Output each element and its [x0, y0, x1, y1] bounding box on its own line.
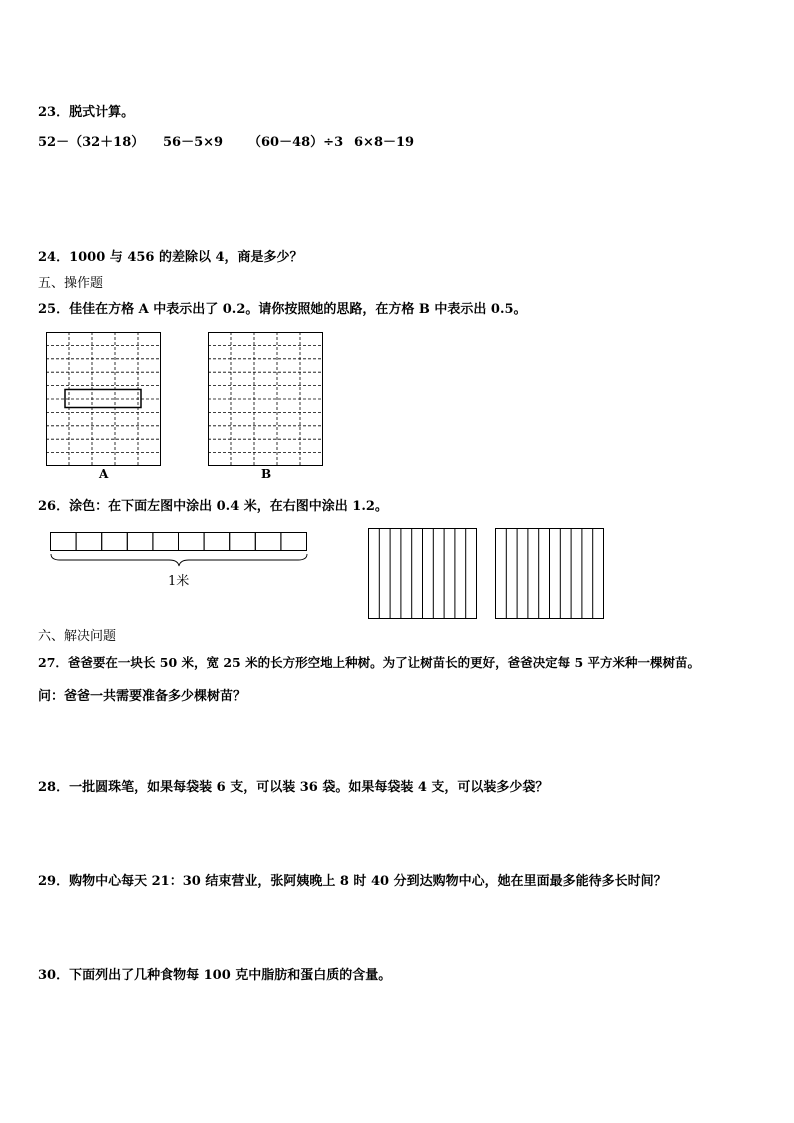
q23-title: 23．脱式计算。 — [38, 105, 135, 120]
meter-strip-label: 1米 — [168, 574, 190, 589]
q23-expression-3: （60－48）÷3 — [248, 135, 344, 150]
q26-text: 26．涂色：在下面左图中涂出 0.4 米，在右图中涂出 1.2。 — [38, 499, 388, 514]
grid-b-lines — [208, 332, 323, 466]
meter-strip-cell — [281, 533, 307, 551]
right-rectangle-2 — [496, 529, 604, 619]
right-rectangles — [368, 528, 608, 620]
meter-strip-cell — [179, 533, 205, 551]
meter-strip-cells — [51, 533, 307, 551]
grid-a — [46, 332, 161, 466]
meter-strip-cell — [127, 533, 153, 551]
q25-text: 25．佳佳在方格 A 中表示出了 0.2。请你按照她的思路，在方格 B 中表示出 0.5。 — [38, 302, 527, 317]
meter-strip — [50, 532, 308, 572]
section-6-heading: 六、解决问题 — [38, 629, 117, 644]
meter-strip-cell — [255, 533, 281, 551]
grid-a-lines — [46, 332, 161, 466]
section-5-heading: 五、操作题 — [38, 276, 104, 291]
right-rectangle-1 — [369, 529, 477, 619]
meter-strip-cell — [102, 533, 128, 551]
grid-a-label: A — [99, 467, 109, 481]
meter-strip-brace — [51, 554, 307, 566]
grid-b — [208, 332, 323, 466]
q24-text: 24．1000 与 456 的差除以 4，商是多少？ — [38, 250, 303, 265]
meter-strip-cell — [153, 533, 179, 551]
meter-strip-cell — [51, 533, 77, 551]
grid-a-marked-region — [65, 390, 141, 408]
q29-text: 29．购物中心每天 21：30 结束营业，张阿姨晚上 8 时 40 分到达购物中心，她在里面最多能待多长时间？ — [38, 874, 667, 889]
meter-strip-cell — [230, 533, 256, 551]
q23-expression-1: 52－（32＋18） — [38, 135, 145, 150]
q28-text: 28．一批圆珠笔，如果每袋装 6 支，可以装 36 袋。如果每袋装 4 支，可以装多少袋？ — [38, 780, 549, 795]
q23-expression-2: 56－5×9 — [163, 135, 224, 150]
q23-expression-4: 6×8－19 — [354, 135, 415, 150]
q27-line1: 27．爸爸要在一块长 50 米，宽 25 米的长方形空地上种树。为了让树苗长的更好，爸爸决定每 5 平方米种一棵树苗。 — [38, 655, 700, 670]
meter-strip-cell — [76, 533, 102, 551]
q30-text: 30．下面列出了几种食物每 100 克中脂肪和蛋白质的含量。 — [38, 968, 392, 983]
q27-line2: 问：爸爸一共需要准备多少棵树苗？ — [38, 689, 247, 704]
meter-strip-cell — [204, 533, 230, 551]
grid-b-label: B — [261, 467, 272, 481]
